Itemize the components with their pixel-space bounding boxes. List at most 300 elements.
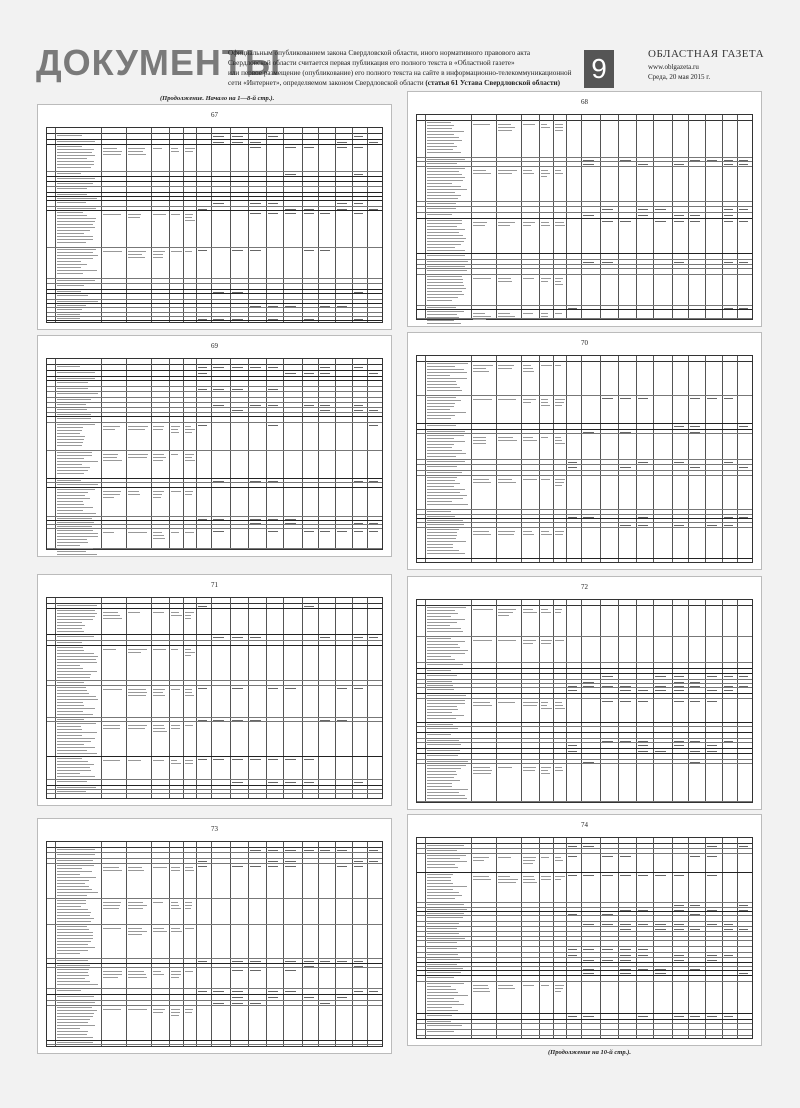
cell-text [57,258,93,259]
row-divider [47,303,382,304]
cell-value [583,1016,594,1017]
cell-text [171,1012,180,1013]
cell-text [171,902,178,903]
cell-text [185,908,191,909]
cell-text [427,372,466,373]
cell-value [655,929,666,930]
cell-value [285,519,296,520]
cell-text [427,456,455,457]
cell-value [354,410,363,411]
cell-text [427,700,465,701]
cell-value [268,367,278,368]
cell-text [171,148,178,149]
cell-text [103,532,114,533]
row-divider [417,161,752,162]
cell-text [427,131,464,132]
column-divider [169,842,170,1046]
cell-value [583,846,594,847]
cell-text [103,497,115,498]
cell-text [153,497,161,498]
cell-value [638,875,648,876]
cell-value [739,308,748,309]
cell-text [555,770,563,771]
cell-text [57,295,87,296]
row-divider [417,915,752,916]
cell-text [427,418,450,419]
cell-text [427,1010,458,1011]
cell-value [337,306,347,307]
cell-text [153,689,165,690]
cell-value [724,209,733,210]
cell-text [171,1009,179,1010]
cell-text [541,225,549,226]
cell-text [498,857,511,858]
column-divider [705,115,706,319]
cell-text [57,877,96,878]
cell-value [620,960,631,961]
cell-value [337,866,347,867]
cell-value [232,970,243,971]
cell-value [620,949,631,950]
cell-text [57,960,87,961]
cell-text [171,928,179,929]
notice-line-4: сети «Интернет», определяемом законом Свердловской области [228,79,424,87]
section-title: ДОКУМЕНТЫ [36,42,282,83]
cell-text [57,671,97,672]
cell-value [568,1016,577,1017]
cell-text [427,789,467,790]
cell-value [198,961,207,962]
cell-text [427,241,464,242]
cell-text [427,968,463,969]
cell-value [354,136,363,137]
cell-value [690,741,700,742]
cell-text [103,977,119,978]
cell-text [185,612,194,613]
cell-value [369,531,378,532]
cell-value [354,292,363,293]
cell-text [57,433,80,434]
cell-value [250,250,261,251]
column-divider [581,600,582,802]
cell-value [198,319,207,320]
cell-text [185,491,194,492]
cell-text [427,524,464,525]
row-divider [417,742,752,743]
cell-text [57,533,97,534]
cell-value [568,745,577,746]
cell-value [690,221,700,222]
row-divider [417,698,752,699]
cell-text [128,931,148,932]
cell-text [185,426,191,427]
cell-text [57,753,97,754]
cell-value [620,741,631,742]
cell-text [57,314,80,315]
cell-text [57,770,90,771]
cell-text [57,714,92,715]
column-divider [618,838,619,1038]
cell-text [153,429,163,430]
cell-value [232,961,243,962]
cell-text [555,173,563,174]
column-divider [283,598,284,798]
row-divider [47,756,382,757]
column-divider [672,600,673,802]
cell-value [232,688,243,689]
cell-text [171,763,180,764]
row-divider [417,975,752,976]
cell-text [427,375,450,376]
cell-value [707,910,717,911]
row-divider [47,422,382,423]
cell-text [427,792,459,793]
cell-text [153,1012,163,1013]
cell-text [427,472,462,473]
cell-text [498,615,510,616]
cell-value [583,762,594,763]
cell-value [304,997,314,998]
cell-value [638,955,648,956]
cell-text [427,744,461,745]
cell-value [304,373,314,374]
cell-text [128,214,142,215]
cell-value [583,973,594,974]
cell-value [320,213,330,214]
row-divider [417,872,752,873]
column-divider [496,600,497,802]
cell-text [427,400,461,401]
cell-value [285,373,296,374]
cell-value [638,741,648,742]
cell-text [473,316,491,317]
cell-text [473,173,491,174]
cell-text [57,1002,94,1003]
cell-value [690,762,700,763]
cell-value [568,914,577,915]
cell-text [523,876,534,877]
table-page-73 [37,818,392,1054]
cell-text [427,247,454,248]
cell-text [153,1009,165,1010]
cell-text [103,615,121,616]
cell-value [707,701,717,702]
cell-value [674,960,684,961]
cell-text [427,928,457,929]
cell-value [320,531,330,532]
cell-text [57,990,81,991]
row-divider [47,516,382,517]
cell-value [268,405,278,406]
row-divider [417,218,752,219]
cell-text [57,178,95,179]
cell-value [354,319,363,320]
cell-text [153,612,164,613]
cell-text [473,985,488,986]
row-divider [417,166,752,167]
cell-text [103,457,117,458]
column-divider [367,598,368,798]
cell-text [473,531,490,532]
cell-text [427,409,450,410]
cell-text [427,718,456,719]
cell-value [707,751,717,752]
cell-text [153,454,164,455]
cell-text [57,900,86,901]
cell-value [268,991,278,992]
cell-text [498,130,512,131]
cell-text [171,432,178,433]
row-divider [417,1019,752,1020]
cell-value [568,751,577,752]
cell-text [57,158,86,159]
cell-text [473,222,488,223]
cell-text [427,923,458,924]
cell-text [541,173,550,174]
cell-text [128,148,145,149]
cell-text [57,616,94,617]
cell-text [57,650,83,651]
cell-value [724,686,733,687]
row-divider [47,181,382,182]
cell-value [568,856,577,857]
cell-value [250,142,261,143]
cell-text [473,640,493,641]
cell-text [427,904,464,905]
cell-text [555,170,562,171]
cell-text [427,886,467,887]
row-divider [47,416,382,417]
cell-text [57,668,83,669]
cell-text [427,431,464,432]
cell-text [498,534,514,535]
cell-text [523,705,537,706]
cell-text [523,402,531,403]
cell-text [498,479,513,480]
column-divider [581,838,582,1038]
cell-value [739,676,748,677]
row-divider [47,289,382,290]
cell-value [354,991,363,992]
cell-text [427,238,466,239]
column-divider [367,842,368,1046]
column-divider [581,115,582,319]
cell-text [427,786,452,787]
cell-text [427,300,452,301]
newspaper-name: ОБЛАСТНАЯ ГАЗЕТА [648,48,765,60]
cell-text [427,317,459,318]
cell-text [555,708,565,709]
cell-text [153,649,166,650]
cell-text [498,437,513,438]
cell-value [568,462,577,463]
cell-value [285,991,296,992]
cell-text [523,371,534,372]
cell-text [57,744,84,745]
cell-text [57,726,81,727]
cell-text [541,767,551,768]
cell-text [57,860,92,861]
cell-text [57,242,86,243]
row-divider [417,853,752,854]
cell-text [427,625,450,626]
cell-text [103,760,120,761]
cell-value [304,782,314,783]
cell-value [285,688,296,689]
cell-text [57,194,87,195]
cell-text [427,450,462,451]
cell-text [427,125,454,126]
cell-value [268,861,278,862]
cell-text [498,767,512,768]
cell-text [427,444,453,445]
newspaper-url[interactable]: www.oblgazeta.ru [648,63,699,71]
cell-text [523,437,533,438]
cell-value [707,960,717,961]
cell-text [57,764,94,765]
cell-text [427,279,463,280]
cell-text [171,429,178,430]
table-page-72 [407,576,762,810]
table-page-number: 67 [211,111,218,119]
cell-text [185,151,193,152]
cell-text [128,689,146,690]
cell-value [724,215,733,216]
cell-text [128,457,147,458]
cell-value [213,389,224,390]
cell-text [427,128,451,129]
cell-text [427,986,451,987]
cell-value [232,782,243,783]
cell-value [268,136,278,137]
cell-text [57,173,81,174]
cell-value [268,782,278,783]
cell-text [57,702,82,703]
cell-value [232,367,243,368]
cell-text [427,650,467,651]
cell-text [57,554,97,555]
cell-text [541,437,547,438]
cell-value [250,850,261,851]
cell-value [198,991,207,992]
cell-value [690,751,700,752]
cell-text [473,857,489,858]
cell-value [602,949,613,950]
cell-text [185,457,193,458]
cell-text [57,915,89,916]
cell-text [128,649,147,650]
cell-text [427,163,457,164]
cell-value [583,215,594,216]
cell-value [739,262,748,263]
cell-text [427,390,461,391]
cell-text [171,867,180,868]
cell-text [57,619,93,620]
issue-date: Среда, 20 мая 2015 г. [648,73,711,81]
cell-text [555,879,562,880]
row-divider [417,683,752,684]
cell-text [427,883,453,884]
row-divider [47,1040,382,1041]
cell-value [268,389,278,390]
cell-text [153,538,165,539]
cell-text [473,770,493,771]
cell-value [268,319,278,320]
cell-value [583,262,594,263]
row-divider [417,522,752,523]
cell-text [128,612,140,613]
cell-text [57,871,92,872]
cell-text [57,218,95,219]
cell-text [427,724,453,725]
row-divider [417,931,752,932]
cell-text [555,985,564,986]
cell-text [57,464,82,465]
cell-text [473,124,491,125]
cell-value [674,262,684,263]
cell-value [320,405,330,406]
cell-text [57,255,97,256]
cell-value [655,676,666,677]
cell-text [541,876,551,877]
cell-text [57,642,81,643]
column-divider [553,600,554,802]
cell-value [232,142,243,143]
cell-text [185,655,192,656]
row-divider [47,640,382,641]
cell-value [724,398,733,399]
row-divider [47,144,382,145]
column-divider [55,842,56,1046]
cell-value [369,991,378,992]
cell-text [427,511,451,512]
cell-value [250,759,261,760]
cell-text [128,532,147,533]
row-divider [417,1023,752,1024]
cell-text [185,217,192,218]
column-divider [737,115,738,319]
cell-text [128,905,147,906]
cell-value [690,914,700,915]
cell-text [57,452,92,453]
cell-text [57,984,98,985]
cell-text [57,399,91,400]
cell-text [427,670,451,671]
cell-text [153,971,161,972]
cell-text [555,124,563,125]
cell-text [541,534,552,535]
cell-value [638,701,648,702]
cell-value [198,389,207,390]
cell-text [427,453,466,454]
column-divider [653,115,654,319]
cell-value [213,991,224,992]
row-divider [417,926,752,927]
cell-text [427,311,463,312]
cell-value [690,905,700,906]
cell-value [320,720,330,721]
cell-value [337,850,347,851]
cell-text [473,876,489,877]
cell-text [185,695,194,696]
cell-text [103,689,123,690]
cell-value [337,147,347,148]
cell-text [57,981,90,982]
cell-text [473,702,491,703]
cell-value [620,875,631,876]
cell-text [427,715,464,716]
cell-text [57,152,91,153]
